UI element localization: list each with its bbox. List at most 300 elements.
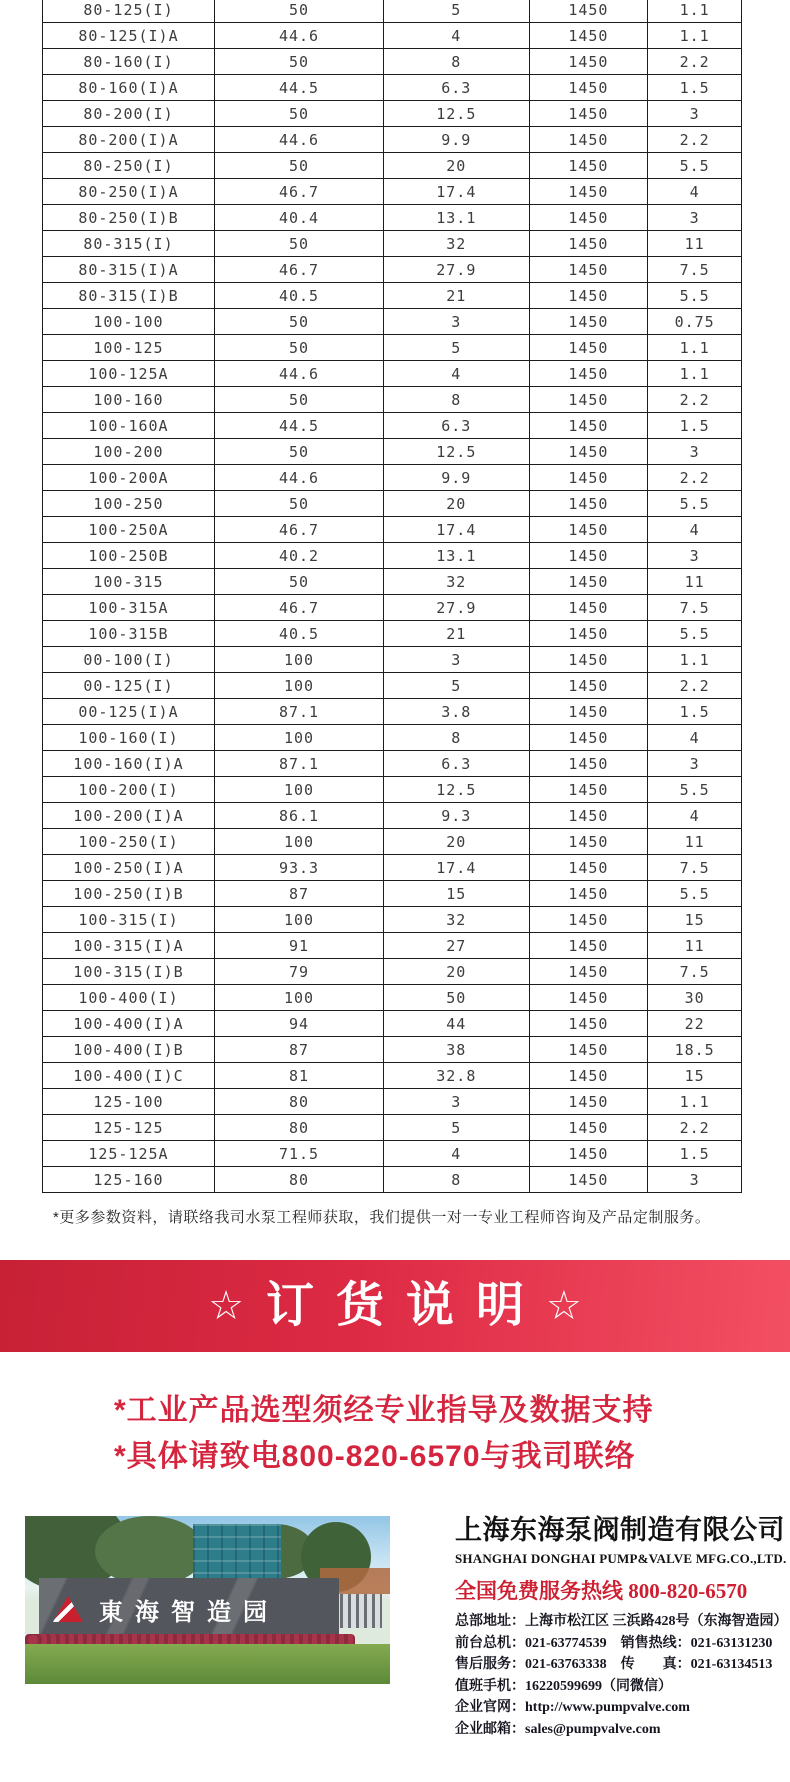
table-cell: 5 xyxy=(384,673,529,699)
table-cell: 100-315(I) xyxy=(43,907,215,933)
table-cell: 80-125(I)A xyxy=(43,23,215,49)
table-cell: 3.8 xyxy=(384,699,529,725)
table-cell: 4 xyxy=(648,179,742,205)
table-cell: 1450 xyxy=(529,1141,648,1167)
table-cell: 5.5 xyxy=(648,777,742,803)
table-cell: 5 xyxy=(384,1115,529,1141)
table-row xyxy=(43,231,742,257)
table-cell: 38 xyxy=(384,1037,529,1063)
company-name-en: SHANGHAI DONGHAI PUMP&VALVE MFG.CO.,LTD. xyxy=(455,1551,787,1566)
table-cell: 11 xyxy=(648,569,742,595)
table-cell: 17.4 xyxy=(384,517,529,543)
table-cell: 40.4 xyxy=(214,205,383,231)
table-cell: 3 xyxy=(384,309,529,335)
table-cell: 2.2 xyxy=(648,465,742,491)
table-cell: 20 xyxy=(384,959,529,985)
table-cell: 81 xyxy=(214,1063,383,1089)
table-cell: 3 xyxy=(384,647,529,673)
table-cell: 9.9 xyxy=(384,127,529,153)
factory-photo xyxy=(25,1516,390,1684)
table-cell: 13.1 xyxy=(384,205,529,231)
table-cell: 2.2 xyxy=(648,49,742,75)
table-cell: 32 xyxy=(384,907,529,933)
table-cell: 8 xyxy=(384,1167,529,1193)
table-cell: 1450 xyxy=(529,49,648,75)
table-cell: 44.6 xyxy=(214,361,383,387)
table-row xyxy=(43,1011,742,1037)
table-cell: 5 xyxy=(384,335,529,361)
table-row xyxy=(43,725,742,751)
pump-spec-table-body xyxy=(43,0,742,1193)
table-cell: 1.1 xyxy=(648,0,742,23)
table-cell: 44.6 xyxy=(214,23,383,49)
order-notices xyxy=(114,1388,654,1480)
table-cell: 100-315B xyxy=(43,621,215,647)
table-cell: 44.6 xyxy=(214,465,383,491)
service-hotline: 全国免费服务热线 800-820-6570 xyxy=(455,1579,748,1603)
wall-sign-text: 東海智造园 xyxy=(99,1598,279,1626)
table-cell: 100-315(I)B xyxy=(43,959,215,985)
table-cell: 80-250(I) xyxy=(43,153,215,179)
table-footnote: *更多参数资料，请联络我司水泵工程师获取，我们提供一对一专业工程师咨询及产品定制服务。 xyxy=(53,1209,711,1226)
table-cell: 8 xyxy=(384,725,529,751)
table-cell: 71.5 xyxy=(214,1141,383,1167)
table-cell: 5.5 xyxy=(648,491,742,517)
table-cell: 80-125(I) xyxy=(43,0,215,23)
table-cell: 1450 xyxy=(529,75,648,101)
table-cell: 125-125 xyxy=(43,1115,215,1141)
table-row xyxy=(43,127,742,153)
table-cell: 1.1 xyxy=(648,1089,742,1115)
table-row xyxy=(43,543,742,569)
table-row xyxy=(43,179,742,205)
table-cell: 100-250B xyxy=(43,543,215,569)
table-cell: 5.5 xyxy=(648,621,742,647)
table-cell: 44.5 xyxy=(214,75,383,101)
table-row xyxy=(43,75,742,101)
table-cell: 40.5 xyxy=(214,621,383,647)
table-cell: 46.7 xyxy=(214,595,383,621)
table-cell: 27.9 xyxy=(384,257,529,283)
table-row xyxy=(43,257,742,283)
table-cell: 100-400(I)A xyxy=(43,1011,215,1037)
table-row xyxy=(43,1141,742,1167)
table-cell: 1450 xyxy=(529,491,648,517)
table-row xyxy=(43,153,742,179)
table-cell: 4 xyxy=(648,803,742,829)
table-cell: 79 xyxy=(214,959,383,985)
contact-line-mobile: 值班手机：16220599699（同微信） xyxy=(455,1678,672,1694)
table-row xyxy=(43,699,742,725)
table-cell: 50 xyxy=(214,49,383,75)
table-cell: 1450 xyxy=(529,907,648,933)
table-cell: 1450 xyxy=(529,1037,648,1063)
table-cell: 1450 xyxy=(529,569,648,595)
table-cell: 100-315(I)A xyxy=(43,933,215,959)
table-row xyxy=(43,959,742,985)
table-cell: 1450 xyxy=(529,231,648,257)
table-cell: 1450 xyxy=(529,803,648,829)
table-cell: 44.6 xyxy=(214,127,383,153)
table-row xyxy=(43,647,742,673)
table-cell: 100 xyxy=(214,647,383,673)
table-cell: 44 xyxy=(384,1011,529,1037)
table-cell: 00-125(I) xyxy=(43,673,215,699)
table-cell: 100-250(I)A xyxy=(43,855,215,881)
table-cell: 1450 xyxy=(529,855,648,881)
email-label: 企业邮箱： xyxy=(455,1721,525,1737)
table-cell: 100-400(I)B xyxy=(43,1037,215,1063)
table-cell: 3 xyxy=(648,205,742,231)
table-cell: 100-315 xyxy=(43,569,215,595)
contact-details xyxy=(455,1611,787,1740)
table-cell: 3 xyxy=(648,543,742,569)
table-cell: 46.7 xyxy=(214,517,383,543)
table-row xyxy=(43,907,742,933)
table-cell: 1450 xyxy=(529,725,648,751)
table-cell: 100 xyxy=(214,673,383,699)
table-cell: 100-250 xyxy=(43,491,215,517)
table-row xyxy=(43,309,742,335)
table-cell: 40.2 xyxy=(214,543,383,569)
table-cell: 1450 xyxy=(529,699,648,725)
donghai-logo-icon xyxy=(53,1596,83,1622)
table-cell: 100-160(I)A xyxy=(43,751,215,777)
notice-line: *工业产品选型须经专业指导及数据支持 xyxy=(114,1394,654,1427)
pump-spec-table xyxy=(42,0,742,1193)
table-row xyxy=(43,933,742,959)
table-cell: 12.5 xyxy=(384,439,529,465)
table-cell: 125-125A xyxy=(43,1141,215,1167)
contact-line-address: 总部地址：上海市松江区 三浜路428号（东海智造园） xyxy=(455,1614,788,1629)
table-row xyxy=(43,205,742,231)
table-cell: 1450 xyxy=(529,257,648,283)
contact-line-website xyxy=(455,1697,787,1719)
table-row xyxy=(43,1063,742,1089)
table-cell: 50 xyxy=(214,0,383,23)
table-cell: 1.1 xyxy=(648,361,742,387)
table-cell: 2.2 xyxy=(648,1115,742,1141)
table-row xyxy=(43,881,742,907)
table-row xyxy=(43,985,742,1011)
table-cell: 17.4 xyxy=(384,179,529,205)
table-cell: 15 xyxy=(648,907,742,933)
table-row xyxy=(43,361,742,387)
table-cell: 1.5 xyxy=(648,699,742,725)
website-link[interactable]: http://www.pumpvalve.com xyxy=(525,1700,690,1715)
table-cell: 50 xyxy=(214,569,383,595)
table-cell: 4 xyxy=(648,725,742,751)
table-cell: 80-250(I)B xyxy=(43,205,215,231)
table-cell: 27 xyxy=(384,933,529,959)
table-cell: 100-200 xyxy=(43,439,215,465)
table-cell: 125-100 xyxy=(43,1089,215,1115)
table-cell: 100-125 xyxy=(43,335,215,361)
table-row xyxy=(43,465,742,491)
table-cell: 1450 xyxy=(529,23,648,49)
email-link[interactable]: sales@pumpvalve.com xyxy=(525,1721,661,1737)
table-cell: 8 xyxy=(384,49,529,75)
table-cell: 1.5 xyxy=(648,75,742,101)
table-cell: 1450 xyxy=(529,543,648,569)
entrance-wall xyxy=(39,1578,339,1640)
table-cell: 100 xyxy=(214,725,383,751)
table-cell: 1450 xyxy=(529,751,648,777)
table-cell: 100 xyxy=(214,829,383,855)
table-cell: 8 xyxy=(384,387,529,413)
table-cell: 50 xyxy=(214,335,383,361)
table-cell: 1450 xyxy=(529,881,648,907)
table-cell: 1450 xyxy=(529,933,648,959)
table-cell: 1450 xyxy=(529,777,648,803)
table-cell: 27.9 xyxy=(384,595,529,621)
table-row xyxy=(43,101,742,127)
table-cell: 13.1 xyxy=(384,543,529,569)
table-row xyxy=(43,49,742,75)
table-cell: 1450 xyxy=(529,179,648,205)
company-name-cn: 上海东海泵阀制造有限公司 xyxy=(455,1515,785,1545)
table-cell: 3 xyxy=(648,751,742,777)
table-cell: 100-400(I) xyxy=(43,985,215,1011)
table-cell: 100-125A xyxy=(43,361,215,387)
table-row xyxy=(43,673,742,699)
table-cell: 12.5 xyxy=(384,777,529,803)
contact-line-email xyxy=(455,1719,787,1741)
table-cell: 1.5 xyxy=(648,1141,742,1167)
table-cell: 3 xyxy=(384,1089,529,1115)
table-cell: 100-200(I) xyxy=(43,777,215,803)
table-cell: 87.1 xyxy=(214,751,383,777)
table-row xyxy=(43,23,742,49)
table-cell: 1450 xyxy=(529,959,648,985)
table-cell: 2.2 xyxy=(648,673,742,699)
table-cell: 100-250A xyxy=(43,517,215,543)
table-cell: 9.9 xyxy=(384,465,529,491)
table-cell: 5 xyxy=(384,0,529,23)
table-cell: 1450 xyxy=(529,335,648,361)
table-cell: 50 xyxy=(214,153,383,179)
table-cell: 1.5 xyxy=(648,413,742,439)
table-cell: 0.75 xyxy=(648,309,742,335)
company-info xyxy=(455,1508,787,1740)
table-cell: 100-160(I) xyxy=(43,725,215,751)
star-icon: ☆ xyxy=(546,1284,582,1328)
table-row xyxy=(43,777,742,803)
table-cell: 32 xyxy=(384,231,529,257)
table-cell: 80-200(I)A xyxy=(43,127,215,153)
table-cell: 100 xyxy=(214,777,383,803)
table-cell: 1450 xyxy=(529,1115,648,1141)
table-cell: 17.4 xyxy=(384,855,529,881)
table-cell: 50 xyxy=(214,491,383,517)
order-instructions-banner xyxy=(0,1260,790,1352)
table-cell: 3 xyxy=(648,439,742,465)
table-cell: 20 xyxy=(384,491,529,517)
table-cell: 12.5 xyxy=(384,101,529,127)
table-row xyxy=(43,283,742,309)
table-cell: 100-315A xyxy=(43,595,215,621)
table-cell: 5.5 xyxy=(648,283,742,309)
table-cell: 1450 xyxy=(529,465,648,491)
table-row xyxy=(43,621,742,647)
table-cell: 11 xyxy=(648,933,742,959)
table-cell: 100-160 xyxy=(43,387,215,413)
banner-title: 订货说明 xyxy=(265,1279,546,1332)
table-cell: 40.5 xyxy=(214,283,383,309)
table-cell: 1450 xyxy=(529,413,648,439)
table-cell: 80 xyxy=(214,1167,383,1193)
table-row xyxy=(43,595,742,621)
table-row xyxy=(43,751,742,777)
table-cell: 100-100 xyxy=(43,309,215,335)
table-cell: 18.5 xyxy=(648,1037,742,1063)
table-cell: 80-200(I) xyxy=(43,101,215,127)
table-cell: 15 xyxy=(648,1063,742,1089)
table-row xyxy=(43,569,742,595)
star-icon: ☆ xyxy=(208,1284,244,1328)
table-cell: 21 xyxy=(384,283,529,309)
lawn-art xyxy=(25,1644,390,1684)
table-cell: 1450 xyxy=(529,829,648,855)
table-cell: 4 xyxy=(648,517,742,543)
table-cell: 4 xyxy=(384,361,529,387)
table-cell: 1450 xyxy=(529,127,648,153)
table-cell: 1450 xyxy=(529,1011,648,1037)
table-cell: 3 xyxy=(648,1167,742,1193)
table-row xyxy=(43,413,742,439)
table-row xyxy=(43,517,742,543)
table-cell: 1.1 xyxy=(648,647,742,673)
table-cell: 20 xyxy=(384,153,529,179)
table-cell: 30 xyxy=(648,985,742,1011)
table-row xyxy=(43,0,742,23)
table-cell: 1450 xyxy=(529,439,648,465)
table-cell: 94 xyxy=(214,1011,383,1037)
table-row xyxy=(43,491,742,517)
table-cell: 80-160(I)A xyxy=(43,75,215,101)
table-cell: 1450 xyxy=(529,673,648,699)
table-cell: 6.3 xyxy=(384,75,529,101)
table-cell: 80 xyxy=(214,1115,383,1141)
table-cell: 2.2 xyxy=(648,387,742,413)
table-cell: 1450 xyxy=(529,309,648,335)
table-cell: 1450 xyxy=(529,101,648,127)
table-cell: 80-315(I) xyxy=(43,231,215,257)
table-cell: 91 xyxy=(214,933,383,959)
table-row xyxy=(43,439,742,465)
table-cell: 80-160(I) xyxy=(43,49,215,75)
table-cell: 00-125(I)A xyxy=(43,699,215,725)
table-cell: 15 xyxy=(384,881,529,907)
table-cell: 80 xyxy=(214,1089,383,1115)
table-cell: 1.1 xyxy=(648,23,742,49)
table-cell: 46.7 xyxy=(214,179,383,205)
table-cell: 1450 xyxy=(529,621,648,647)
table-cell: 50 xyxy=(214,309,383,335)
table-cell: 7.5 xyxy=(648,257,742,283)
table-cell: 86.1 xyxy=(214,803,383,829)
table-cell: 1450 xyxy=(529,1063,648,1089)
table-cell: 100 xyxy=(214,985,383,1011)
table-cell: 7.5 xyxy=(648,595,742,621)
table-cell: 1450 xyxy=(529,361,648,387)
table-cell: 1450 xyxy=(529,1089,648,1115)
table-cell: 100-200(I)A xyxy=(43,803,215,829)
table-row xyxy=(43,829,742,855)
table-cell: 3 xyxy=(648,101,742,127)
table-cell: 100-250(I) xyxy=(43,829,215,855)
table-cell: 80-315(I)B xyxy=(43,283,215,309)
table-row xyxy=(43,803,742,829)
table-cell: 87 xyxy=(214,881,383,907)
table-cell: 7.5 xyxy=(648,855,742,881)
table-cell: 87 xyxy=(214,1037,383,1063)
table-cell: 46.7 xyxy=(214,257,383,283)
table-cell: 4 xyxy=(384,23,529,49)
table-cell: 5.5 xyxy=(648,153,742,179)
table-cell: 1450 xyxy=(529,647,648,673)
table-cell: 44.5 xyxy=(214,413,383,439)
notice-line: *具体请致电800-820-6570与我司联络 xyxy=(114,1440,636,1473)
table-cell: 125-160 xyxy=(43,1167,215,1193)
table-cell: 1450 xyxy=(529,985,648,1011)
table-cell: 93.3 xyxy=(214,855,383,881)
table-row xyxy=(43,387,742,413)
table-cell: 1450 xyxy=(529,153,648,179)
table-row xyxy=(43,1037,742,1063)
table-cell: 1450 xyxy=(529,1167,648,1193)
table-cell: 00-100(I) xyxy=(43,647,215,673)
table-cell: 4 xyxy=(384,1141,529,1167)
table-cell: 21 xyxy=(384,621,529,647)
table-cell: 1450 xyxy=(529,0,648,23)
table-cell: 6.3 xyxy=(384,751,529,777)
table-row xyxy=(43,855,742,881)
table-row xyxy=(43,1089,742,1115)
table-cell: 100 xyxy=(214,907,383,933)
table-cell: 80-250(I)A xyxy=(43,179,215,205)
table-cell: 87.1 xyxy=(214,699,383,725)
table-cell: 5.5 xyxy=(648,881,742,907)
table-cell: 1450 xyxy=(529,595,648,621)
table-cell: 80-315(I)A xyxy=(43,257,215,283)
table-cell: 20 xyxy=(384,829,529,855)
table-cell: 32.8 xyxy=(384,1063,529,1089)
table-cell: 50 xyxy=(214,231,383,257)
table-cell: 22 xyxy=(648,1011,742,1037)
table-row xyxy=(43,335,742,361)
table-cell: 32 xyxy=(384,569,529,595)
table-cell: 1450 xyxy=(529,205,648,231)
table-cell: 1450 xyxy=(529,517,648,543)
website-label: 企业官网： xyxy=(455,1700,525,1715)
table-cell: 11 xyxy=(648,231,742,257)
table-cell: 100-160A xyxy=(43,413,215,439)
table-cell: 100-400(I)C xyxy=(43,1063,215,1089)
table-cell: 9.3 xyxy=(384,803,529,829)
table-cell: 1.1 xyxy=(648,335,742,361)
table-cell: 1450 xyxy=(529,283,648,309)
table-cell: 50 xyxy=(214,101,383,127)
contact-line-service-fax: 售后服务：021-63763338 传 真：021-63134513 xyxy=(455,1657,773,1672)
table-cell: 50 xyxy=(214,387,383,413)
table-row xyxy=(43,1167,742,1193)
contact-line-phones: 前台总机：021-63774539 销售热线：021-63131230 xyxy=(455,1635,773,1651)
table-cell: 2.2 xyxy=(648,127,742,153)
table-cell: 50 xyxy=(214,439,383,465)
table-cell: 100-200A xyxy=(43,465,215,491)
tree-art xyxy=(95,1516,205,1586)
